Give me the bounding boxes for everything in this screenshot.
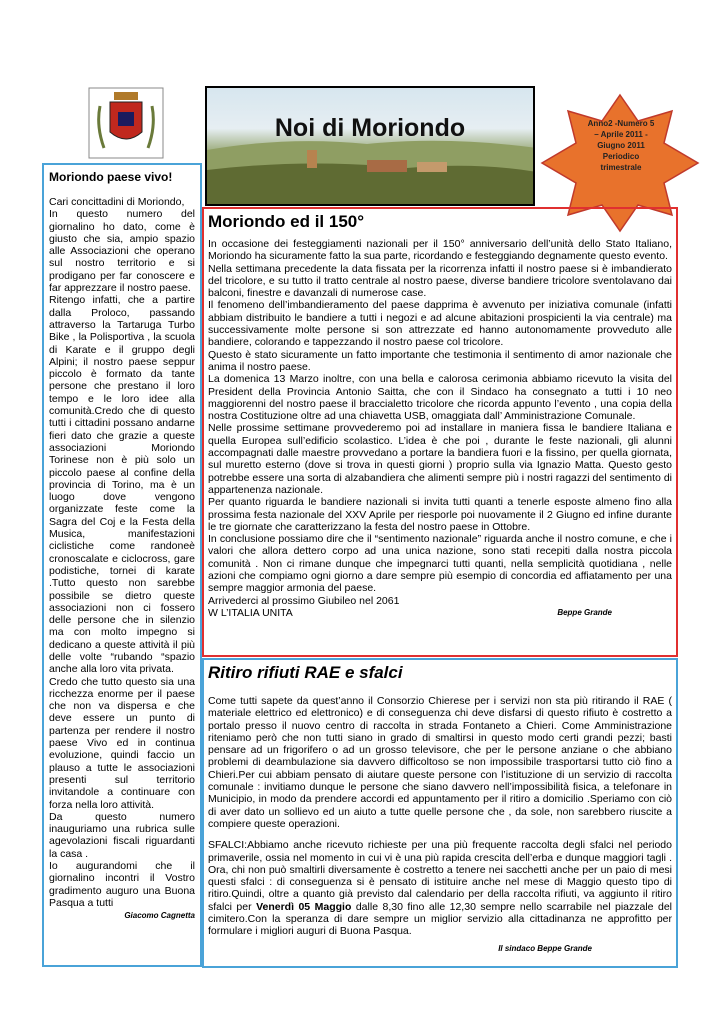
article-rae-body bbox=[208, 695, 672, 955]
article-paragraph: Questo è stato sicuramente un fatto importante che testimonia il sentimento di amor nazionale che anima il nostro paese. bbox=[208, 348, 672, 373]
article-paragraph: Il fenomeno dell’imbandieramento del paese dapprima è avvenuto per iniziativa comunale (infatti abbiam distribuito le bandiere a tutti i negozi e ad alcune abitazioni prospicienti la via centrale) ma successivamente molte persone si son attrezzate ed hanno autonomamente provveduto alle bandiere, colorando e tappezzando il nostro paese col tricolore. bbox=[208, 299, 672, 349]
editorial-body bbox=[49, 196, 195, 909]
article-150-body bbox=[208, 238, 672, 619]
sfalci-text-a: SFALCI:Abbiamo anche ricevuto richieste per una più frequente raccolta degli sfalci nel periodo primaverile, ossia nel momento in cui vi è una più rapida crescita dell’erba e dunque maggiori tagli . Ora, chi non può smaltirli diversamente è costretto a tenere nei sacchetti anche per un paio di mesi questi sfalci : di conseguenza si è pensato di istituire anche nel mese di Maggio questo tipo di ritiro.Quindi, oltre a quanto già previsto dal calendario per della raccolta rifiuti, va aggiunto il ritiro sfalci per bbox=[208, 839, 672, 913]
editorial-paragraph: In questo numero del giornalino ho dato, come è giusto che sia, ampio spazio alle Associazioni che operano sul nostro territorio e si prodigano per far conoscere e far apprezzare il nostro paese. bbox=[49, 208, 195, 295]
article-rae bbox=[202, 658, 678, 968]
issue-line-5: trimestrale bbox=[600, 163, 642, 172]
sfalci-text-b: dalle 8,30 fino alle 12,30 sempre nello scarrabile nel piazzale del cimitero.Con la speranza di dare sempre un miglior servizio alla cittadinanza ne approfitto per formulare i migliori auguri di Buona Pasqua. bbox=[208, 900, 673, 938]
masthead bbox=[205, 86, 535, 206]
article-rae-title: Ritiro rifiuti RAE e sfalci bbox=[208, 663, 403, 682]
issue-info bbox=[570, 118, 672, 173]
article-paragraph: Per quanto riguarda le bandiere nazionali si invita tutti quanti a tenerle esposte almeno fino alla prossima festa nazionale del XXV Aprile per riesporle poi nuovamente il 2 Giugno ed infine durante le tre giornate che caratterizzano la festa del nostro paese in Ottobre. bbox=[208, 496, 672, 533]
article-paragraph: Come tutti sapete da quest’anno il Consorzio Chierese per i servizi non sta più ritirando il RAE ( materiale elettrico ed elettronico) e di conseguenza chi deve disfarsi di questo rifiuto è costretto a portalo presso il nuovo centro di raccolta in strada Fontaneto a Chieri. Come Amministrazione riteniamo però che non tutti siano in grado di smaltirsi in questo modo certi grandi pezzi; basti pensare ad un frigorifero o ad un grosso televisore, che per le persone anziane o che abbiano problemi di deambulazione sia davvero difficoltoso se non impossibile trasportarsi tutto ciò fino a Chieri.Per cui abbiam pensato di aiutare queste persone con l’istituzione di un servizio di raccolta comunale : invitiamo dunque le persone che siano davvero nell’impossibilità fisica, a telefonare in Municipio, in modo da prendere accordi ed appuntamento per il ritiro a domicilio .Speriamo con ciò di aver dato un sollievo ed un aiuto a tutte quelle persone che , da sole, non sarebbero riuscite a compiere queste operazioni. bbox=[208, 695, 672, 830]
closing-line: W L’ITALIA UNITA bbox=[208, 606, 293, 619]
issue-line-4: Periodico bbox=[602, 152, 640, 161]
editorial-paragraph: Io augurandomi che il giornalino incontri il Vostro gradimento auguro una Buona Pasqua a tutti bbox=[49, 860, 195, 909]
article-paragraph bbox=[208, 607, 672, 619]
editorial-signature: Giacomo Cagnetta bbox=[124, 911, 195, 921]
editorial-column bbox=[42, 163, 202, 967]
article-paragraph: Nella settimana precedente la data fissata per la ricorrenza infatti il nostro paese si è imbandierato del tricolore, e su tutto il tratto centrale al nostro paese, diverse bandiere tricolore sventolavano dai balconi, finestre e davanzali di numerose case. bbox=[208, 262, 672, 300]
article-paragraph: Arrivederci al prossimo Giubileo nel 2061 bbox=[208, 594, 400, 607]
editorial-paragraph: Cari concittadini di Moriondo, bbox=[49, 196, 185, 208]
municipal-crest bbox=[86, 86, 166, 160]
article-paragraph: In occasione dei festeggiamenti nazionali per il 150° anniversario dell’unità dello Stato Italiano, Moriondo ha sicuramente fatto la sua parte, ricordando e festeggiando degnamente questo evento. bbox=[208, 238, 672, 263]
editorial-paragraph: Da questo numero inauguriamo una rubrica sulle agevolazioni fiscali riguardanti la casa . bbox=[49, 810, 195, 860]
article-150-title: Moriondo ed il 150° bbox=[208, 212, 365, 231]
article-150 bbox=[202, 207, 678, 657]
article-paragraph bbox=[208, 839, 672, 937]
editorial-title: Moriondo paese vivo! bbox=[49, 170, 173, 184]
article-paragraph: La domenica 13 Marzo inoltre, con una bella e calorosa cerimonia abbiamo ricevuto la visita del President della Provincia Antonio Saitta, che con il Sindaco ha consegnato a tutti i 10 neo maggiorenni del nostro paese il braccialetto tricolore che ricorda appunto l’evento , una copia della nostra Costituzione oltre ad una chiavetta USB, omaggiata dall’ Amministrazione Comunale. bbox=[208, 373, 672, 423]
editorial-paragraph: Credo che tutto questo sia una ricchezza enorme per il paese che non va dispersa e che deve essere un punto di partenza per rendere il nostro paese Vivo ed in continua evoluzione, quindi faccio un plauso a tutte le associazioni presenti sul territorio invitandole a continuare con forza nella loro attività. bbox=[49, 675, 195, 811]
issue-line-1: Anno2 -Numero 5 bbox=[587, 119, 655, 128]
newsletter-title: Noi di Moriondo bbox=[274, 114, 466, 142]
sfalci-date: Venerdì 05 Maggio bbox=[256, 900, 352, 913]
article-paragraph: Nelle prossime settimane provvederemo poi ad installare in maniera fissa le bandiere Italiana e quella Europea sull’edificio scolastico. L’idea è che poi , durante le feste nazionali, gli alunni accompagnati dalle maestre provvedano a portare la bandiera fuori e la fissino, per quella giornata, sul muretto esterno (dove si trova in questi giorni ) proprio sulla via Ignazio Matta. Questo gesto potrebbe essere una sorta di alzabandiera che alimenti sempre più i nostri ragazzi del sentimento di appartenenza nazionale. bbox=[208, 422, 672, 496]
article-rae-signature: Il sindaco Beppe Grande bbox=[498, 943, 592, 953]
village-landscape-image bbox=[207, 88, 535, 206]
editorial-paragraph: Ritengo infatti, che a partire dalla Proloco, passando attraverso la Tartaruga Turbo Bike , la Polisportiva , la scuola di Karate e il gruppo degli Alpini; il nostro paese seppur piccolo è formato da tante persone che prestano il loro tempo e le loro idee alla comunità.Credo che di questo tutti i cittadini possano andarne fieri dato che grazie a queste associazioni Moriondo Torinese non è più solo un piccolo paese al confine della provincia di Torino, ma è un luogo dove vengono organizzate feste come la Sagra del Coj e la Festa della Musica, manifestazioni ciclistiche come randoneè cronoscalate e ciclocross, gare podistiche, tornei di karate .Tutto questo non sarebbe possibile se dietro queste associazioni non ci fossero delle persone che in silenzio ma con molto impegno si dedicano a queste attività il più delle volte “rubando “spazio anche alla loro vita privata. bbox=[49, 294, 195, 676]
issue-line-3: Giugno 2011 bbox=[597, 141, 645, 150]
issue-line-2: – Aprile 2011 - bbox=[594, 130, 648, 139]
article-paragraph: In conclusione possiamo dire che il “sentimento nazionale” riguarda anche il nostro comune, e che i valori che allora dettero corpo ad una unica nazione, sono stati recepiti dalla nostra piccola comunità . Non ci rimane dunque che impegnarci tutti quanti, nella semplicità quotidiana , nelle azioni che compiamo ogni giorno a dare sempre più esempio di concordia ed affiatamento per una sempre maggior armonia del paese. bbox=[208, 533, 672, 595]
article-150-signature: Beppe Grande bbox=[557, 607, 612, 617]
